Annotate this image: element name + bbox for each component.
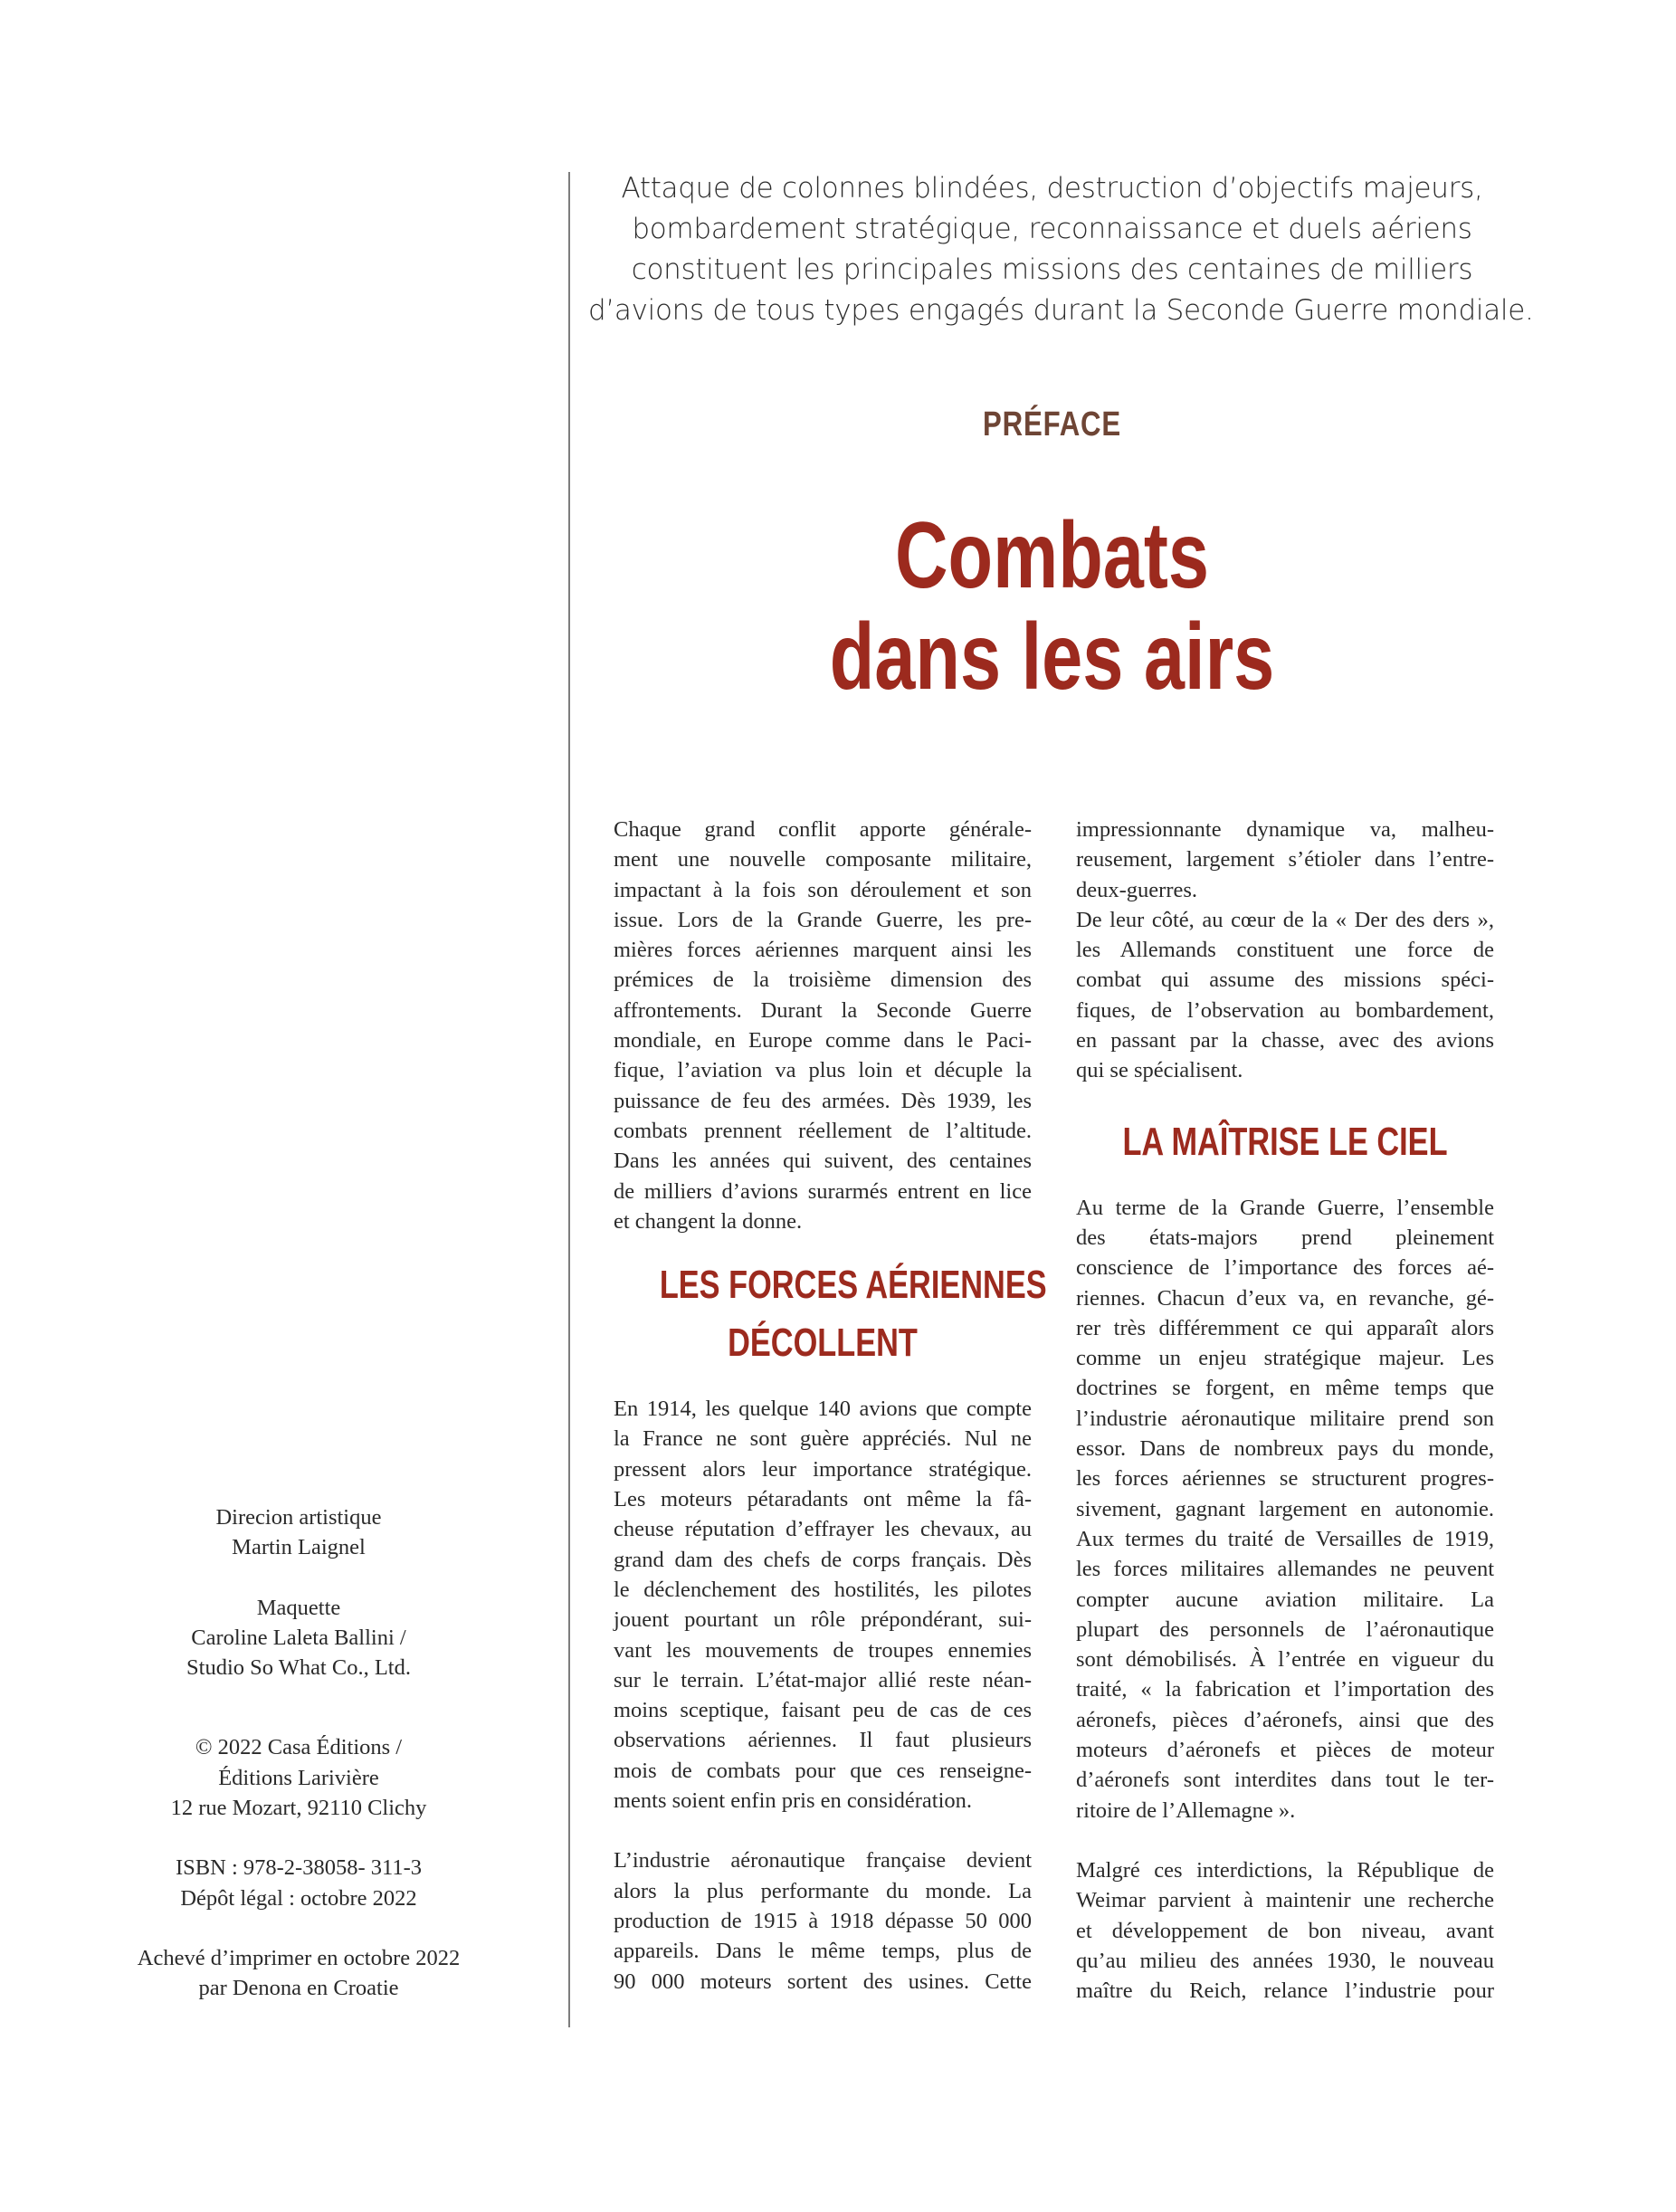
text-line: sont démobilisés. À l’entrée en vigueur du [1076, 1647, 1494, 1673]
text-line: qui se spécialisent. [1076, 1058, 1243, 1083]
credit-line: Martin Laignel [232, 1535, 366, 1560]
text-line: fique, l’aviation va plus loin et décuple la [614, 1058, 1032, 1083]
credit-copyright [109, 1732, 489, 1823]
vertical-divider [568, 172, 570, 2027]
text-line: plupart des personnels de l’aéronautique [1076, 1616, 1494, 1642]
credit-line: Éditions Larivière [218, 1765, 379, 1790]
paragraph-gap [614, 1816, 1032, 1845]
text-line: vant les mouvements de troupes ennemies [614, 1637, 1032, 1663]
heading-line-2: DÉCOLLENT [728, 1321, 918, 1366]
text-line: production de 1915 à 1918 dépasse 50 000 [614, 1908, 1032, 1933]
text-line: ritoire de l’Allemagne ». [1076, 1797, 1296, 1823]
text-line: la France ne sont guère appréciés. Nul ne [614, 1426, 1032, 1452]
text-line: moteurs d’aéronefs et pièces de moteur [1076, 1738, 1494, 1763]
text-line: fiques, de l’observation au bombardement, [1076, 997, 1494, 1023]
text-line: les forces militaires allemandes ne peuvent [1076, 1557, 1494, 1582]
text-line: mois de combats pour que ces renseigne- [614, 1758, 1032, 1783]
intro-text [588, 168, 1534, 331]
credit-direction [109, 1502, 489, 1563]
credit-line: Direcion artistique [215, 1505, 382, 1530]
text-line: alors la plus performante du monde. La [614, 1878, 1032, 1903]
text-line: appareils. Dans le même temps, plus de [614, 1939, 1032, 1964]
text-line: observations aériennes. Il faut plusieurs [614, 1728, 1032, 1753]
text-line: pressent alors leur importance stratégique. [614, 1456, 1032, 1482]
text-line: Les moteurs pétaradants ont même la fâ- [614, 1487, 1032, 1512]
text-line: des états-majors prend pleinement [1076, 1225, 1494, 1250]
credit-line: © 2022 Casa Éditions / [195, 1735, 403, 1760]
text-line: mières forces aériennes marquent ainsi les [614, 938, 1032, 963]
credit-printing [109, 1943, 489, 2004]
text-line: L’industrie aéronautique française devient [614, 1848, 1032, 1874]
text-line: rer très différemment ce qui apparaît alors [1076, 1315, 1494, 1340]
text-line: jouent pourtant un rôle prépondérant, sui- [614, 1607, 1032, 1633]
paragraph [1076, 1855, 1494, 2006]
text-line: conscience de l’importance des forces aé- [1076, 1255, 1494, 1281]
text-line: De leur côté, au cœur de la « Der des ders », [1076, 907, 1494, 932]
text-line: mondiale, en Europe comme dans le Paci- [614, 1028, 1032, 1054]
text-line: maître du Reich, relance l’industrie pour [1076, 1978, 1494, 2004]
text-line: ment une nouvelle composante militaire, [614, 847, 1032, 872]
paragraph [1076, 815, 1494, 905]
text-line: traité, « la fabrication et l’importation des [1076, 1677, 1494, 1702]
text-line: en passant par la chasse, avec des avions [1076, 1028, 1494, 1054]
intro-line: d’avions de tous types engagés durant la Seconde Guerre mondiale. [588, 294, 1534, 327]
text-line: le déclenchement des hostilités, les pilotes [614, 1577, 1032, 1602]
text-column-right [1076, 815, 1494, 2006]
preface-label: PRÉFACE [983, 405, 1121, 443]
credit-line: Achevé d’imprimer en octobre 2022 [137, 1945, 461, 1970]
text-line: combats prennent réellement de l’altitude. [614, 1118, 1032, 1143]
text-line: Malgré ces interdictions, la République de [1076, 1857, 1494, 1883]
text-line: sur le terrain. L’état-major allié reste néan- [614, 1667, 1032, 1692]
text-line: doctrines se forgent, en même temps que [1076, 1376, 1494, 1401]
intro-line: bombardement stratégique, reconnaissance et duels aériens [632, 213, 1472, 245]
text-line: reusement, largement s’étioler dans l’entre- [1076, 847, 1494, 872]
text-line: issue. Lors de la Grande Guerre, les pre- [614, 907, 1032, 932]
text-line: comme un enjeu stratégique majeur. Les [1076, 1346, 1494, 1371]
text-line: Aux termes du traité de Versailles de 1919, [1076, 1526, 1494, 1551]
text-column-left [614, 815, 1047, 1997]
paragraph [614, 1845, 1032, 1996]
text-line: les Allemands constituent une force de [1076, 938, 1494, 963]
credit-line: Dépôt légal : octobre 2022 [180, 1885, 417, 1911]
text-line: compter aucune aviation militaire. La [1076, 1587, 1494, 1612]
text-line: qu’au milieu des années 1930, le nouveau [1076, 1948, 1494, 1973]
text-line: moins sceptique, faisant peu de cas de ces [614, 1698, 1032, 1723]
section-heading-ciel [1076, 1113, 1494, 1171]
text-line: les forces aériennes se structurent progres- [1076, 1466, 1494, 1492]
text-line: Weimar parvient à maintenir une recherche [1076, 1888, 1494, 1913]
credit-line: Caroline Laleta Ballini / [191, 1625, 406, 1650]
text-line: essor. Dans de nombreux pays du monde, [1076, 1436, 1494, 1462]
text-line: l’industrie aéronautique militaire prend son [1076, 1406, 1494, 1431]
credit-line: Maquette [256, 1595, 341, 1620]
credit-line: Studio So What Co., Ltd. [186, 1655, 411, 1681]
title-line-2: dans les airs [829, 605, 1275, 710]
text-line: ments soient enfin pris en considération. [614, 1788, 972, 1814]
text-line: prémices de la troisième dimension des [614, 968, 1032, 993]
text-line: de milliers d’avions surarmés entrent en lice [614, 1178, 1032, 1204]
text-line: Dans les années qui suivent, des centaines [614, 1149, 1032, 1174]
text-line: Chaque grand conflit apporte générale- [614, 817, 1032, 842]
text-line: 90 000 moteurs sortent des usines. Cette [614, 1969, 1032, 1994]
text-line: combat qui assume des missions spéci- [1076, 968, 1494, 993]
text-line: deux-guerres. [1076, 877, 1198, 902]
text-line: impactant à la fois son déroulement et son [614, 877, 1032, 902]
text-line: et changent la donne. [614, 1208, 803, 1234]
page-title [768, 505, 1337, 708]
intro-line: Attaque de colonnes blindées, destruction d’objectifs majeurs, [621, 172, 1483, 205]
heading-line-1: LES FORCES AÉRIENNES [659, 1263, 1047, 1308]
credit-line: par Denona en Croatie [198, 1976, 399, 2001]
text-line: cheuse réputation d’effrayer les chevaux, au [614, 1517, 1032, 1542]
credit-isbn [109, 1853, 489, 1913]
text-line: et développement de bon niveau, avant [1076, 1918, 1494, 1943]
paragraph [1076, 905, 1494, 1086]
section-heading-forces [614, 1256, 1047, 1372]
credit-line: 12 rue Mozart, 92110 Clichy [170, 1796, 427, 1821]
paragraph [1076, 1193, 1494, 1826]
credit-line: ISBN : 978-2-38058- 311-3 [176, 1855, 422, 1881]
text-line: impressionnante dynamique va, malheu- [1076, 817, 1494, 842]
title-line-1: Combats [894, 503, 1210, 608]
text-line: aéronefs, pièces d’aéronefs, ainsi que des [1076, 1707, 1494, 1732]
text-line: riennes. Chacun d’eux va, en revanche, gé- [1076, 1285, 1494, 1311]
text-line: sivement, gagnant largement en autonomie. [1076, 1496, 1494, 1521]
text-line: affrontements. Durant la Seconde Guerre [614, 997, 1032, 1023]
text-line: puissance de feu des armées. Dès 1939, les [614, 1088, 1032, 1113]
text-line: grand dam des chefs de corps français. Dès [614, 1547, 1032, 1572]
paragraph [614, 1394, 1032, 1816]
heading-line-1: LA MAÎTRISE LE CIEL [1122, 1119, 1448, 1164]
intro-line: constituent les principales missions des centaines de milliers [631, 253, 1473, 286]
paragraph [614, 815, 1032, 1236]
colophon [109, 1502, 489, 2034]
paragraph-gap [1076, 1826, 1494, 1855]
text-line: En 1914, les quelque 140 avions que compte [614, 1397, 1032, 1422]
text-line: d’aéronefs sont interdites dans tout le ter- [1076, 1768, 1494, 1793]
text-line: Au terme de la Grande Guerre, l’ensemble [1076, 1195, 1494, 1220]
credit-maquette [109, 1593, 489, 1683]
